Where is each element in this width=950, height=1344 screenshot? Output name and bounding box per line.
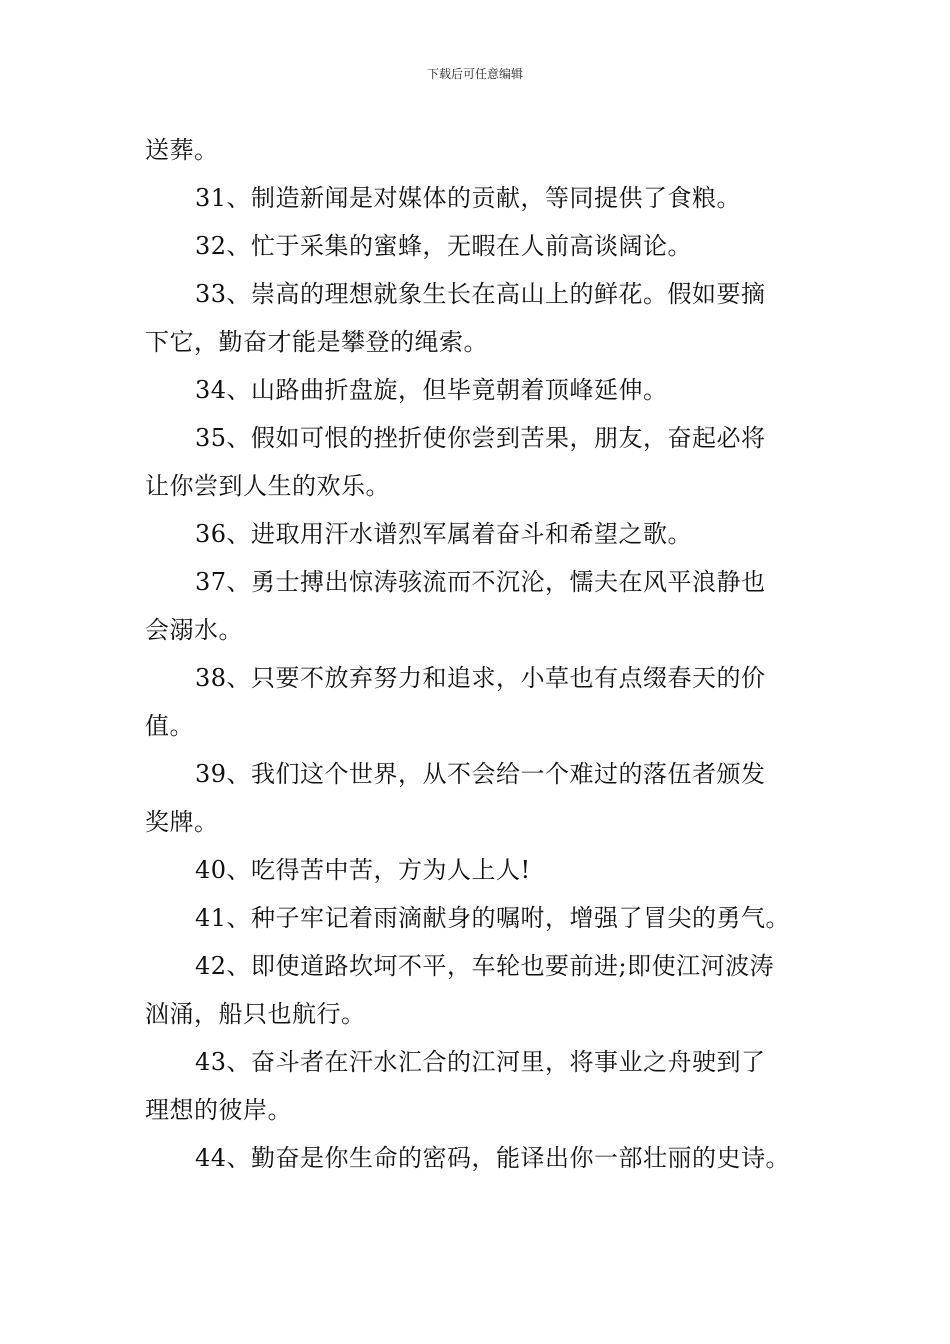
- paragraph-43: [145, 1038, 807, 1134]
- paragraph-line: 35、假如可恨的挫折使你尝到苦果，朋友，奋起必将: [195, 424, 766, 452]
- paragraph-42: [145, 942, 807, 1038]
- paragraph-line: 会溺水。: [145, 616, 243, 644]
- paragraph-line: 41、种子牢记着雨滴献身的嘱咐，增强了冒尖的勇气。: [195, 904, 791, 932]
- document-body: [145, 126, 807, 1182]
- paragraph-44: [145, 1134, 807, 1182]
- paragraph-line: 40、吃得苦中苦，方为人上人!: [195, 856, 531, 884]
- paragraph-31: [145, 174, 807, 222]
- paragraph-34: [145, 366, 807, 414]
- paragraph-line: 38、只要不放弃努力和追求，小草也有点缀春天的价: [195, 664, 766, 692]
- paragraph-line: 32、忙于采集的蜜蜂，无暇在人前高谈阔论。: [195, 232, 693, 260]
- paragraph-line: 理想的彼岸。: [145, 1096, 292, 1124]
- paragraph-line: 让你尝到人生的欢乐。: [145, 472, 390, 500]
- paragraph-line: 下它，勤奋才能是攀登的绳索。: [145, 328, 488, 356]
- paragraph-line: 39、我们这个世界，从不会给一个难过的落伍者颁发: [195, 760, 766, 788]
- paragraph-line: 汹涌，船只也航行。: [145, 1000, 366, 1028]
- paragraph-line: 34、山路曲折盘旋，但毕竟朝着顶峰延伸。: [195, 376, 668, 404]
- paragraph-41: [145, 894, 807, 942]
- paragraph-0: [145, 126, 807, 174]
- paragraph-40: [145, 846, 807, 894]
- page-header: 下载后可任意编辑: [426, 67, 523, 81]
- paragraph-line: 37、勇士搏出惊涛骇流而不沉沦，懦夫在风平浪静也: [195, 568, 766, 596]
- paragraph-32: [145, 222, 807, 270]
- paragraph-line: 36、进取用汗水谱烈军属着奋斗和希望之歌。: [195, 520, 693, 548]
- paragraph-39: [145, 750, 807, 846]
- paragraph-line: 31、制造新闻是对媒体的贡献，等同提供了食粮。: [195, 184, 742, 212]
- paragraph-line: 42、即使道路坎坷不平，车轮也要前进;即使江河波涛: [195, 952, 775, 980]
- paragraph-36: [145, 510, 807, 558]
- paragraph-37: [145, 558, 807, 654]
- paragraph-line: 43、奋斗者在汗水汇合的江河里，将事业之舟驶到了: [195, 1048, 766, 1076]
- paragraph-38: [145, 654, 807, 750]
- paragraph-line: 33、崇高的理想就象生长在高山上的鲜花。假如要摘: [195, 280, 766, 308]
- paragraph-35: [145, 414, 807, 510]
- paragraph-line: 值。: [145, 712, 194, 740]
- paragraph-line: 44、勤奋是你生命的密码，能译出你一部壮丽的史诗。: [195, 1144, 791, 1172]
- paragraph-line: 送葬。: [145, 136, 219, 164]
- paragraph-33: [145, 270, 807, 366]
- paragraph-line: 奖牌。: [145, 808, 219, 836]
